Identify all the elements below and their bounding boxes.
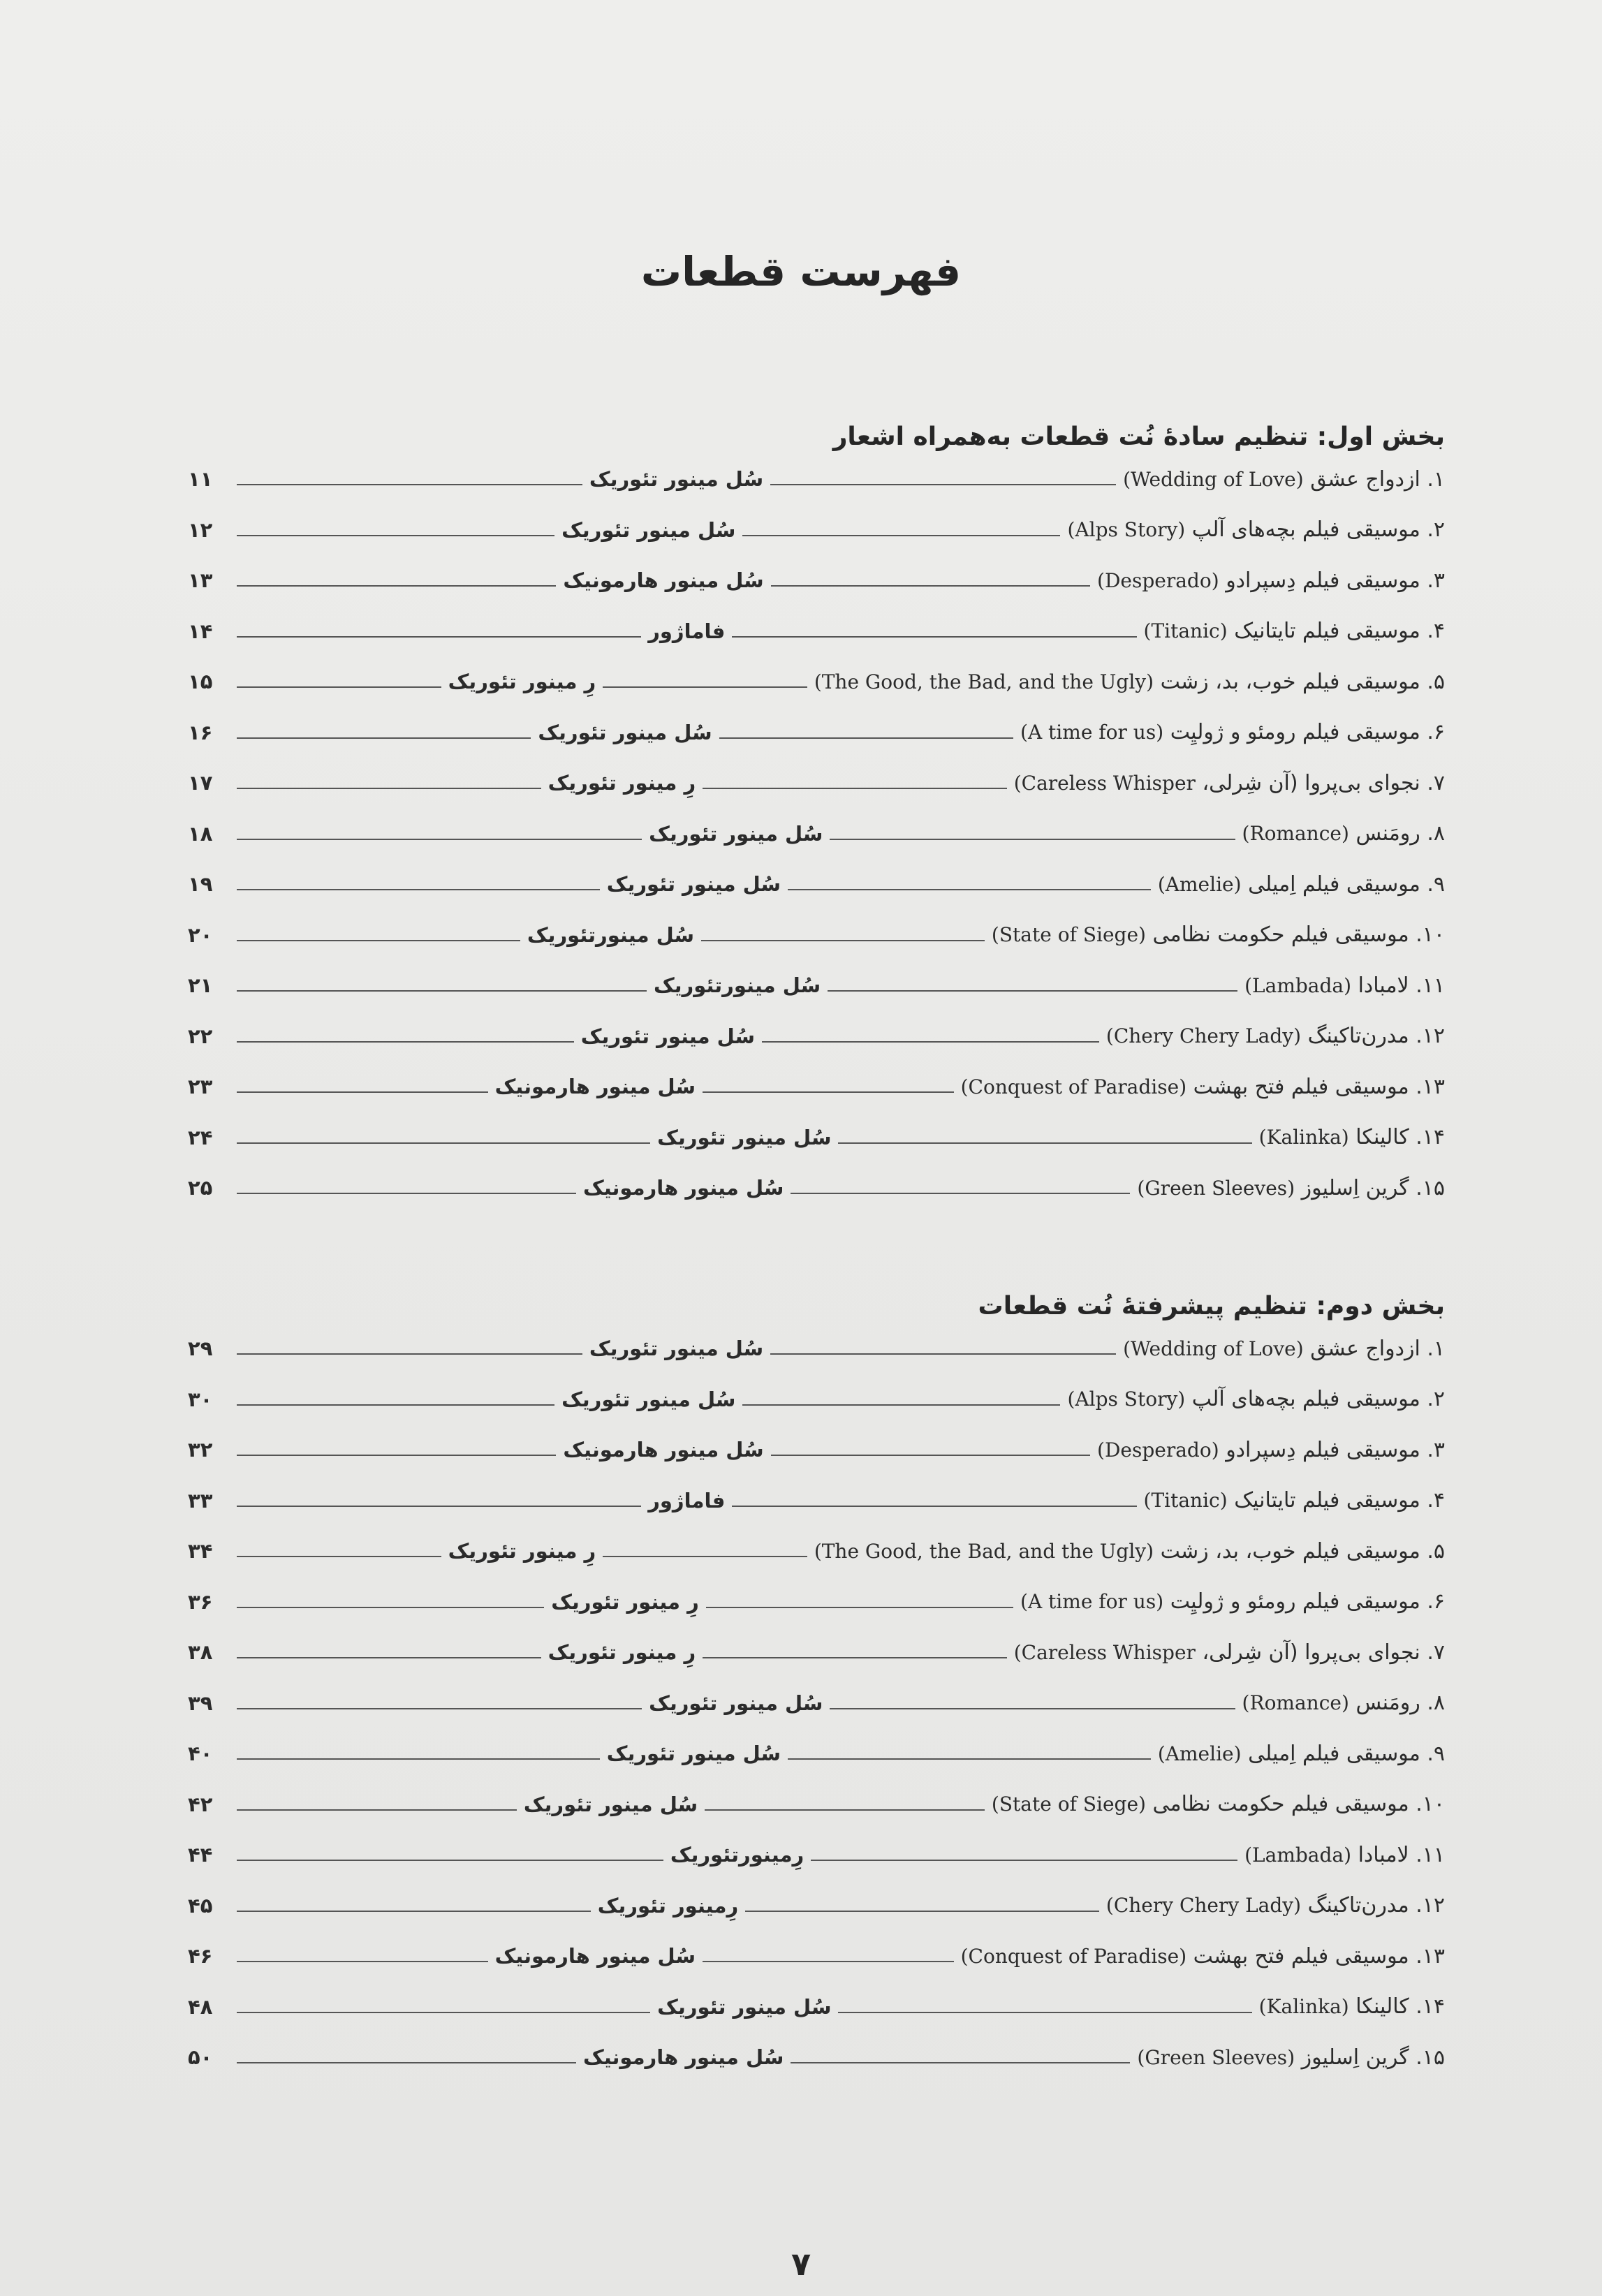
entry-key: سُل مینور هارمونیک [583, 2045, 784, 2070]
entry-number: ۱۴. [1416, 1125, 1445, 1150]
entry-persian-title: رومَنس [1355, 821, 1420, 846]
section-2-toc [188, 1323, 1445, 2083]
toc-entry [188, 1678, 1445, 1729]
leader-line [237, 484, 582, 485]
leader-line [237, 1657, 541, 1658]
entry-key: رِ مینور تئوریک [548, 771, 696, 795]
leader-line [705, 1809, 985, 1811]
entry-key: سُل مینور هارمونیک [494, 1075, 696, 1099]
entry-number: ۱۳. [1416, 1074, 1445, 1099]
entry-number: ۱۳. [1416, 1943, 1445, 1968]
entry-key: سُل مینورتئوریک [653, 973, 821, 998]
entry-page: ۱۹ [188, 872, 213, 897]
leader-line [237, 1041, 574, 1043]
entry-english-title: (Conquest of Paradise) [960, 1075, 1187, 1098]
toc-entry [188, 1323, 1445, 1374]
entry-english-title: (The Good, the Bad, and the Ugly) [814, 670, 1154, 693]
entry-persian-title: موسیقی فیلم تایتانیک [1234, 1488, 1420, 1513]
entry-title [1123, 467, 1445, 492]
entry-key: سُل مینور تئوریک [649, 821, 823, 846]
entry-page: ۲۹ [188, 1337, 213, 1361]
entry-number: ۱۴. [1416, 1994, 1445, 2019]
entry-persian-title: موسیقی فیلم تایتانیک [1234, 619, 1420, 644]
entry-page: ۲۵ [187, 1176, 213, 1200]
entry-number: ۸. [1427, 821, 1445, 846]
leader-line [603, 1556, 807, 1557]
entry-title [1067, 517, 1445, 542]
leader-line [732, 636, 1136, 638]
leader-line [732, 1506, 1136, 1507]
entry-key: سُل مینور هارمونیک [583, 1176, 784, 1200]
leader-line [811, 1860, 1237, 1861]
entry-title [1244, 973, 1445, 998]
entry-title [1014, 771, 1445, 795]
entry-number: ۳. [1427, 568, 1445, 593]
leader-line [237, 1142, 650, 1144]
entry-persian-title: مدرن‌تاکینگ [1307, 1024, 1409, 1049]
entry-persian-title: موسیقی فیلم فتح بهشت [1193, 1074, 1409, 1099]
entry-english-title: (Desperado) [1097, 1438, 1219, 1462]
entry-english-title: (State of Siege) [991, 1793, 1146, 1816]
leader-line [791, 2062, 1130, 2063]
entry-english-title: (Romance) [1242, 1691, 1349, 1715]
leader-line [770, 484, 1116, 485]
entry-key: فاماژور [648, 1488, 726, 1513]
leader-line [762, 1041, 1099, 1043]
entry-persian-title: موسیقی فیلم اِمیلی [1248, 871, 1420, 897]
entry-english-title: (Romance) [1242, 822, 1349, 846]
entry-key: سُل مینور تئوریک [589, 1337, 764, 1361]
leader-line [237, 2012, 650, 2013]
toc-entry [188, 1779, 1445, 1830]
toc-entry [188, 2032, 1445, 2083]
entry-number: ۴. [1427, 1488, 1445, 1513]
entry-english-title: (A time for us) [1020, 1590, 1164, 1614]
entry-number: ۳. [1427, 1437, 1445, 1462]
leader-line [237, 1455, 556, 1456]
entry-page: ۳۸ [188, 1640, 213, 1665]
entry-page: ۳۲ [188, 1438, 213, 1462]
entry-key: رِ مینور تئوریک [448, 670, 596, 694]
entry-english-title: (Amelie) [1157, 872, 1242, 896]
entry-english-title: (The Good, the Bad, and the Ugly) [814, 1539, 1154, 1563]
leader-line [237, 1353, 582, 1355]
entry-key: سُل مینور هارمونیک [563, 1438, 764, 1462]
entry-number: ۱۲. [1416, 1024, 1445, 1049]
section-1-toc [188, 454, 1445, 1214]
leader-line [237, 737, 531, 739]
leader-line [237, 889, 600, 890]
entry-page: ۱۱ [188, 467, 213, 492]
entry-english-title: (Chery Chery Lady) [1105, 1024, 1302, 1048]
entry-number: ۵. [1427, 1538, 1445, 1563]
toc-entry [188, 809, 1445, 860]
entry-title [961, 1075, 1445, 1099]
leader-line [237, 788, 541, 789]
leader-line [703, 1657, 1007, 1658]
leader-line [771, 585, 1090, 587]
entry-page: ۳۹ [188, 1691, 213, 1715]
leader-line [703, 788, 1007, 789]
entry-title [1144, 1488, 1445, 1513]
entry-english-title: (Lambada) [1244, 973, 1352, 997]
entry-english-title: (Conquest of Paradise) [960, 1944, 1187, 1968]
entry-number: ۱۲. [1416, 1893, 1445, 1918]
entry-title [1123, 1337, 1445, 1361]
entry-key: سُل مینور تئوریک [657, 1994, 832, 2019]
entry-number: ۸. [1427, 1691, 1445, 1716]
leader-line [237, 1961, 488, 1962]
entry-key: سُل مینور هارمونیک [494, 1944, 696, 1968]
entry-persian-title: موسیقی فیلم رومئو و ژولیِت [1170, 720, 1420, 745]
toc-entry [188, 1627, 1445, 1678]
entry-number: ۱. [1427, 1336, 1445, 1361]
entry-page: ۱۴ [188, 619, 213, 643]
entry-number: ۱. [1427, 466, 1445, 492]
entry-page: ۳۳ [188, 1488, 213, 1513]
entry-title [1137, 1176, 1445, 1200]
entry-english-title: (Amelie) [1157, 1742, 1242, 1765]
entry-title [1020, 1589, 1445, 1614]
leader-line [237, 1911, 591, 1912]
toc-entry [188, 1931, 1445, 1982]
entry-page: ۴۰ [188, 1742, 213, 1766]
entry-page: ۴۲ [188, 1792, 213, 1816]
entry-number: ۱۵. [1416, 2045, 1445, 2070]
leader-line [237, 1708, 642, 1709]
toc-entry [188, 707, 1445, 758]
section-2-heading: بخش دوم: تنظیم پیشرفتهٔ نُت قطعات [978, 1292, 1445, 1320]
leader-line [771, 1455, 1090, 1456]
leader-line [237, 1607, 544, 1608]
leader-line [706, 1607, 1013, 1608]
entry-persian-title: موسیقی فیلم حکومت نظامی [1152, 922, 1409, 948]
leader-line [745, 1911, 1099, 1912]
leader-line [830, 1708, 1235, 1709]
entry-number: ۹. [1427, 1741, 1445, 1766]
entry-key: سُل مینور تئوریک [538, 720, 712, 744]
entry-page: ۴۶ [187, 1944, 213, 1968]
entry-page: ۴۸ [188, 1994, 213, 2019]
leader-line [838, 1142, 1251, 1144]
entry-key: سُل مینور تئوریک [657, 1125, 832, 1149]
entry-persian-title: موسیقی فیلم دِسپرادو [1226, 1437, 1420, 1462]
entry-key: سُل مینور تئوریک [561, 517, 736, 542]
entry-english-title: (State of Siege) [991, 923, 1146, 947]
entry-persian-title: گرین اِسلیوز [1301, 1175, 1409, 1200]
toc-entry [188, 1577, 1445, 1628]
leader-line [237, 940, 520, 941]
entry-title [1242, 1691, 1445, 1715]
entry-english-title: (Alps Story) [1067, 1388, 1186, 1411]
leader-line [237, 839, 642, 840]
entry-title [1097, 568, 1445, 593]
entry-english-title: (Alps Story) [1067, 518, 1186, 542]
leader-line [237, 1506, 641, 1507]
entry-key: سُل مینور تئوریک [580, 1024, 756, 1048]
leader-line [237, 1758, 600, 1760]
entry-number: ۱۱. [1416, 1842, 1445, 1867]
entry-persian-title: لامبادا [1358, 1842, 1409, 1867]
toc-entry [188, 454, 1445, 505]
entry-persian-title: رومَنس [1355, 1691, 1420, 1716]
leader-line [237, 1809, 517, 1811]
page-title: فهرست قطعات [640, 248, 962, 295]
entry-title [1137, 2045, 1445, 2070]
entry-page: ۱۵ [188, 670, 213, 694]
entry-key: رِمینور تئوریک [597, 1893, 739, 1918]
entry-persian-title: موسیقی فیلم بچه‌های آلپ [1191, 517, 1420, 543]
leader-line [237, 636, 641, 638]
entry-title [1014, 1640, 1445, 1665]
entry-title [1158, 1742, 1445, 1766]
leader-line [237, 1404, 554, 1406]
entry-page: ۱۷ [188, 771, 213, 795]
entry-english-title: (Green Sleeves) [1137, 1176, 1295, 1200]
toc-entry [188, 1163, 1445, 1214]
toc-entry [188, 1881, 1445, 1931]
entry-english-title: (Titanic) [1143, 1489, 1228, 1513]
entry-persian-title: گرین اِسلیوز [1301, 2045, 1409, 2070]
entry-english-title: Careless Whisper) [1013, 1640, 1196, 1664]
entry-key: سُل مینور تئوریک [649, 1691, 823, 1715]
entry-key: سُل مینور تئوریک [606, 872, 781, 897]
leader-line [237, 585, 556, 587]
toc-entry [188, 1476, 1445, 1526]
leader-line [237, 1193, 576, 1194]
leader-line [237, 686, 441, 688]
entry-page: ۴۴ [187, 1843, 213, 1867]
toc-entry [188, 1425, 1445, 1476]
entry-english-title: (Wedding of Love) [1123, 1337, 1304, 1360]
toc-entry [188, 758, 1445, 809]
entry-page: ۲۱ [187, 973, 213, 998]
toc-entry [188, 1112, 1445, 1163]
entry-number: ۷. [1427, 770, 1445, 795]
toc-entry [188, 656, 1445, 707]
entry-number: ۱۰. [1416, 1792, 1445, 1817]
entry-number: ۴. [1427, 619, 1445, 644]
entry-key: رِ مینور تئوریک [551, 1589, 699, 1614]
leader-line [770, 1353, 1116, 1355]
leader-line [237, 1556, 441, 1557]
leader-line [237, 990, 647, 992]
entry-persian-title: موسیقی فیلم فتح بهشت [1193, 1943, 1409, 1968]
entry-title [1106, 1024, 1445, 1048]
entry-persian-title: نجوای بی‌پروا (آن شِرلی، [1202, 770, 1420, 795]
page-number: ۷ [791, 2245, 811, 2283]
entry-key: سُل مینور تئوریک [589, 467, 764, 492]
leader-line [603, 686, 807, 688]
entry-page: ۱۳ [188, 568, 213, 593]
entry-title [992, 922, 1445, 947]
entry-persian-title: ازدواج عشق [1310, 1336, 1420, 1361]
entry-english-title: (A time for us) [1020, 721, 1164, 744]
toc-entry [188, 1061, 1445, 1112]
entry-english-title: (Green Sleeves) [1137, 2045, 1295, 2069]
entry-page: ۲۴ [188, 1125, 213, 1149]
entry-english-title: (Wedding of Love) [1123, 467, 1304, 491]
leader-line [701, 940, 985, 941]
entry-title [1106, 1893, 1445, 1918]
entry-english-title: Careless Whisper) [1013, 771, 1196, 795]
entry-page: ۲۳ [187, 1075, 213, 1099]
entry-persian-title: ازدواج عشق [1310, 466, 1420, 492]
entry-number: ۲. [1427, 1387, 1445, 1412]
entry-title [1020, 720, 1445, 744]
entry-title [1158, 872, 1445, 897]
entry-persian-title: موسیقی فیلم بچه‌های آلپ [1191, 1387, 1420, 1412]
entry-key: سُل مینور تئوریک [561, 1387, 736, 1411]
entry-page: ۲۲ [187, 1024, 213, 1048]
toc-entry [188, 1830, 1445, 1881]
entry-page: ۳۰ [187, 1387, 213, 1411]
leader-line [237, 1860, 663, 1861]
entry-number: ۱۰. [1416, 922, 1445, 948]
entry-page: ۲۰ [188, 922, 213, 947]
leader-line [237, 535, 554, 536]
entry-title [814, 670, 1445, 694]
entry-title [1242, 821, 1445, 846]
entry-page: ۳۶ [188, 1589, 213, 1614]
entry-page: ۴۵ [188, 1893, 213, 1918]
entry-english-title: (Lambada) [1244, 1843, 1352, 1867]
entry-english-title: (Kalinka) [1258, 1995, 1349, 2019]
toc-entry [188, 505, 1445, 556]
leader-line [791, 1193, 1130, 1194]
entry-persian-title: موسیقی فیلم خوب، بد، زشت [1160, 1538, 1420, 1563]
toc-entry [188, 555, 1445, 606]
leader-line [237, 2062, 576, 2063]
entry-key: رِ مینور تئوریک [548, 1640, 696, 1665]
leader-line [830, 839, 1235, 840]
entry-english-title: (Desperado) [1097, 568, 1219, 592]
entry-persian-title: نجوای بی‌پروا (آن شِرلی، [1202, 1640, 1420, 1665]
entry-title [1097, 1438, 1445, 1462]
leader-line [828, 990, 1237, 992]
leader-line [703, 1961, 954, 1962]
entry-title [1259, 1125, 1445, 1149]
entry-key: سُل مینور تئوریک [606, 1742, 781, 1766]
entry-persian-title: موسیقی فیلم دِسپرادو [1226, 568, 1420, 593]
entry-key: رِمینورتئوریک [670, 1843, 804, 1867]
entry-number: ۱۵. [1416, 1175, 1445, 1200]
entry-english-title: (Chery Chery Lady) [1105, 1894, 1302, 1918]
entry-title [992, 1792, 1445, 1816]
leader-line [838, 2012, 1251, 2013]
entry-persian-title: موسیقی فیلم حکومت نظامی [1152, 1792, 1409, 1817]
entry-english-title: (Kalinka) [1258, 1126, 1349, 1149]
entry-number: ۶. [1427, 720, 1445, 745]
entry-title [1259, 1994, 1445, 2019]
entry-page: ۵۰ [187, 2045, 213, 2070]
leader-line [788, 1758, 1151, 1760]
entry-key: سُل مینورتئوریک [527, 922, 695, 947]
entry-persian-title: کالینکا [1355, 1125, 1409, 1150]
entry-persian-title: موسیقی فیلم اِمیلی [1248, 1741, 1420, 1766]
entry-persian-title: موسیقی فیلم رومئو و ژولیِت [1170, 1589, 1420, 1614]
toc-entry [188, 960, 1445, 1011]
entry-page: ۳۴ [188, 1539, 213, 1563]
entry-number: ۵. [1427, 669, 1445, 694]
entry-number: ۷. [1427, 1640, 1445, 1665]
entry-english-title: (Titanic) [1143, 619, 1228, 643]
entry-page: ۱۲ [187, 517, 213, 542]
leader-line [742, 1404, 1060, 1406]
toc-entry [188, 1011, 1445, 1062]
entry-key: سُل مینور هارمونیک [563, 568, 764, 593]
toc-entry [188, 910, 1445, 961]
entry-persian-title: موسیقی فیلم خوب، بد، زشت [1160, 669, 1420, 694]
leader-line [719, 737, 1013, 739]
entry-persian-title: لامبادا [1358, 973, 1409, 998]
entry-title [1067, 1387, 1445, 1411]
entry-page: ۱۶ [187, 720, 213, 744]
toc-entry [188, 1526, 1445, 1577]
entry-key: فاماژور [648, 619, 726, 643]
section-1-heading: بخش اول: تنظیم سادهٔ نُت قطعات به‌همراه اشعار [832, 422, 1445, 451]
leader-line [788, 889, 1151, 890]
entry-number: ۹. [1427, 871, 1445, 897]
entry-number: ۲. [1427, 517, 1445, 543]
entry-persian-title: کالینکا [1355, 1994, 1409, 2019]
entry-title [1244, 1843, 1445, 1867]
entry-number: ۱۱. [1416, 973, 1445, 998]
leader-line [742, 535, 1060, 536]
entry-page: ۱۸ [188, 821, 213, 846]
toc-entry [188, 1728, 1445, 1779]
entry-title [814, 1539, 1445, 1563]
toc-entry [188, 1982, 1445, 2033]
toc-entry [188, 859, 1445, 910]
leader-line [237, 1091, 488, 1093]
toc-entry [188, 1374, 1445, 1425]
entry-title [1144, 619, 1445, 643]
entry-key: رِ مینور تئوریک [448, 1539, 596, 1563]
leader-line [703, 1091, 954, 1093]
entry-title [961, 1944, 1445, 1968]
entry-key: سُل مینور تئوریک [523, 1792, 698, 1816]
toc-entry [188, 606, 1445, 657]
entry-number: ۶. [1427, 1589, 1445, 1614]
entry-persian-title: مدرن‌تاکینگ [1307, 1893, 1409, 1918]
